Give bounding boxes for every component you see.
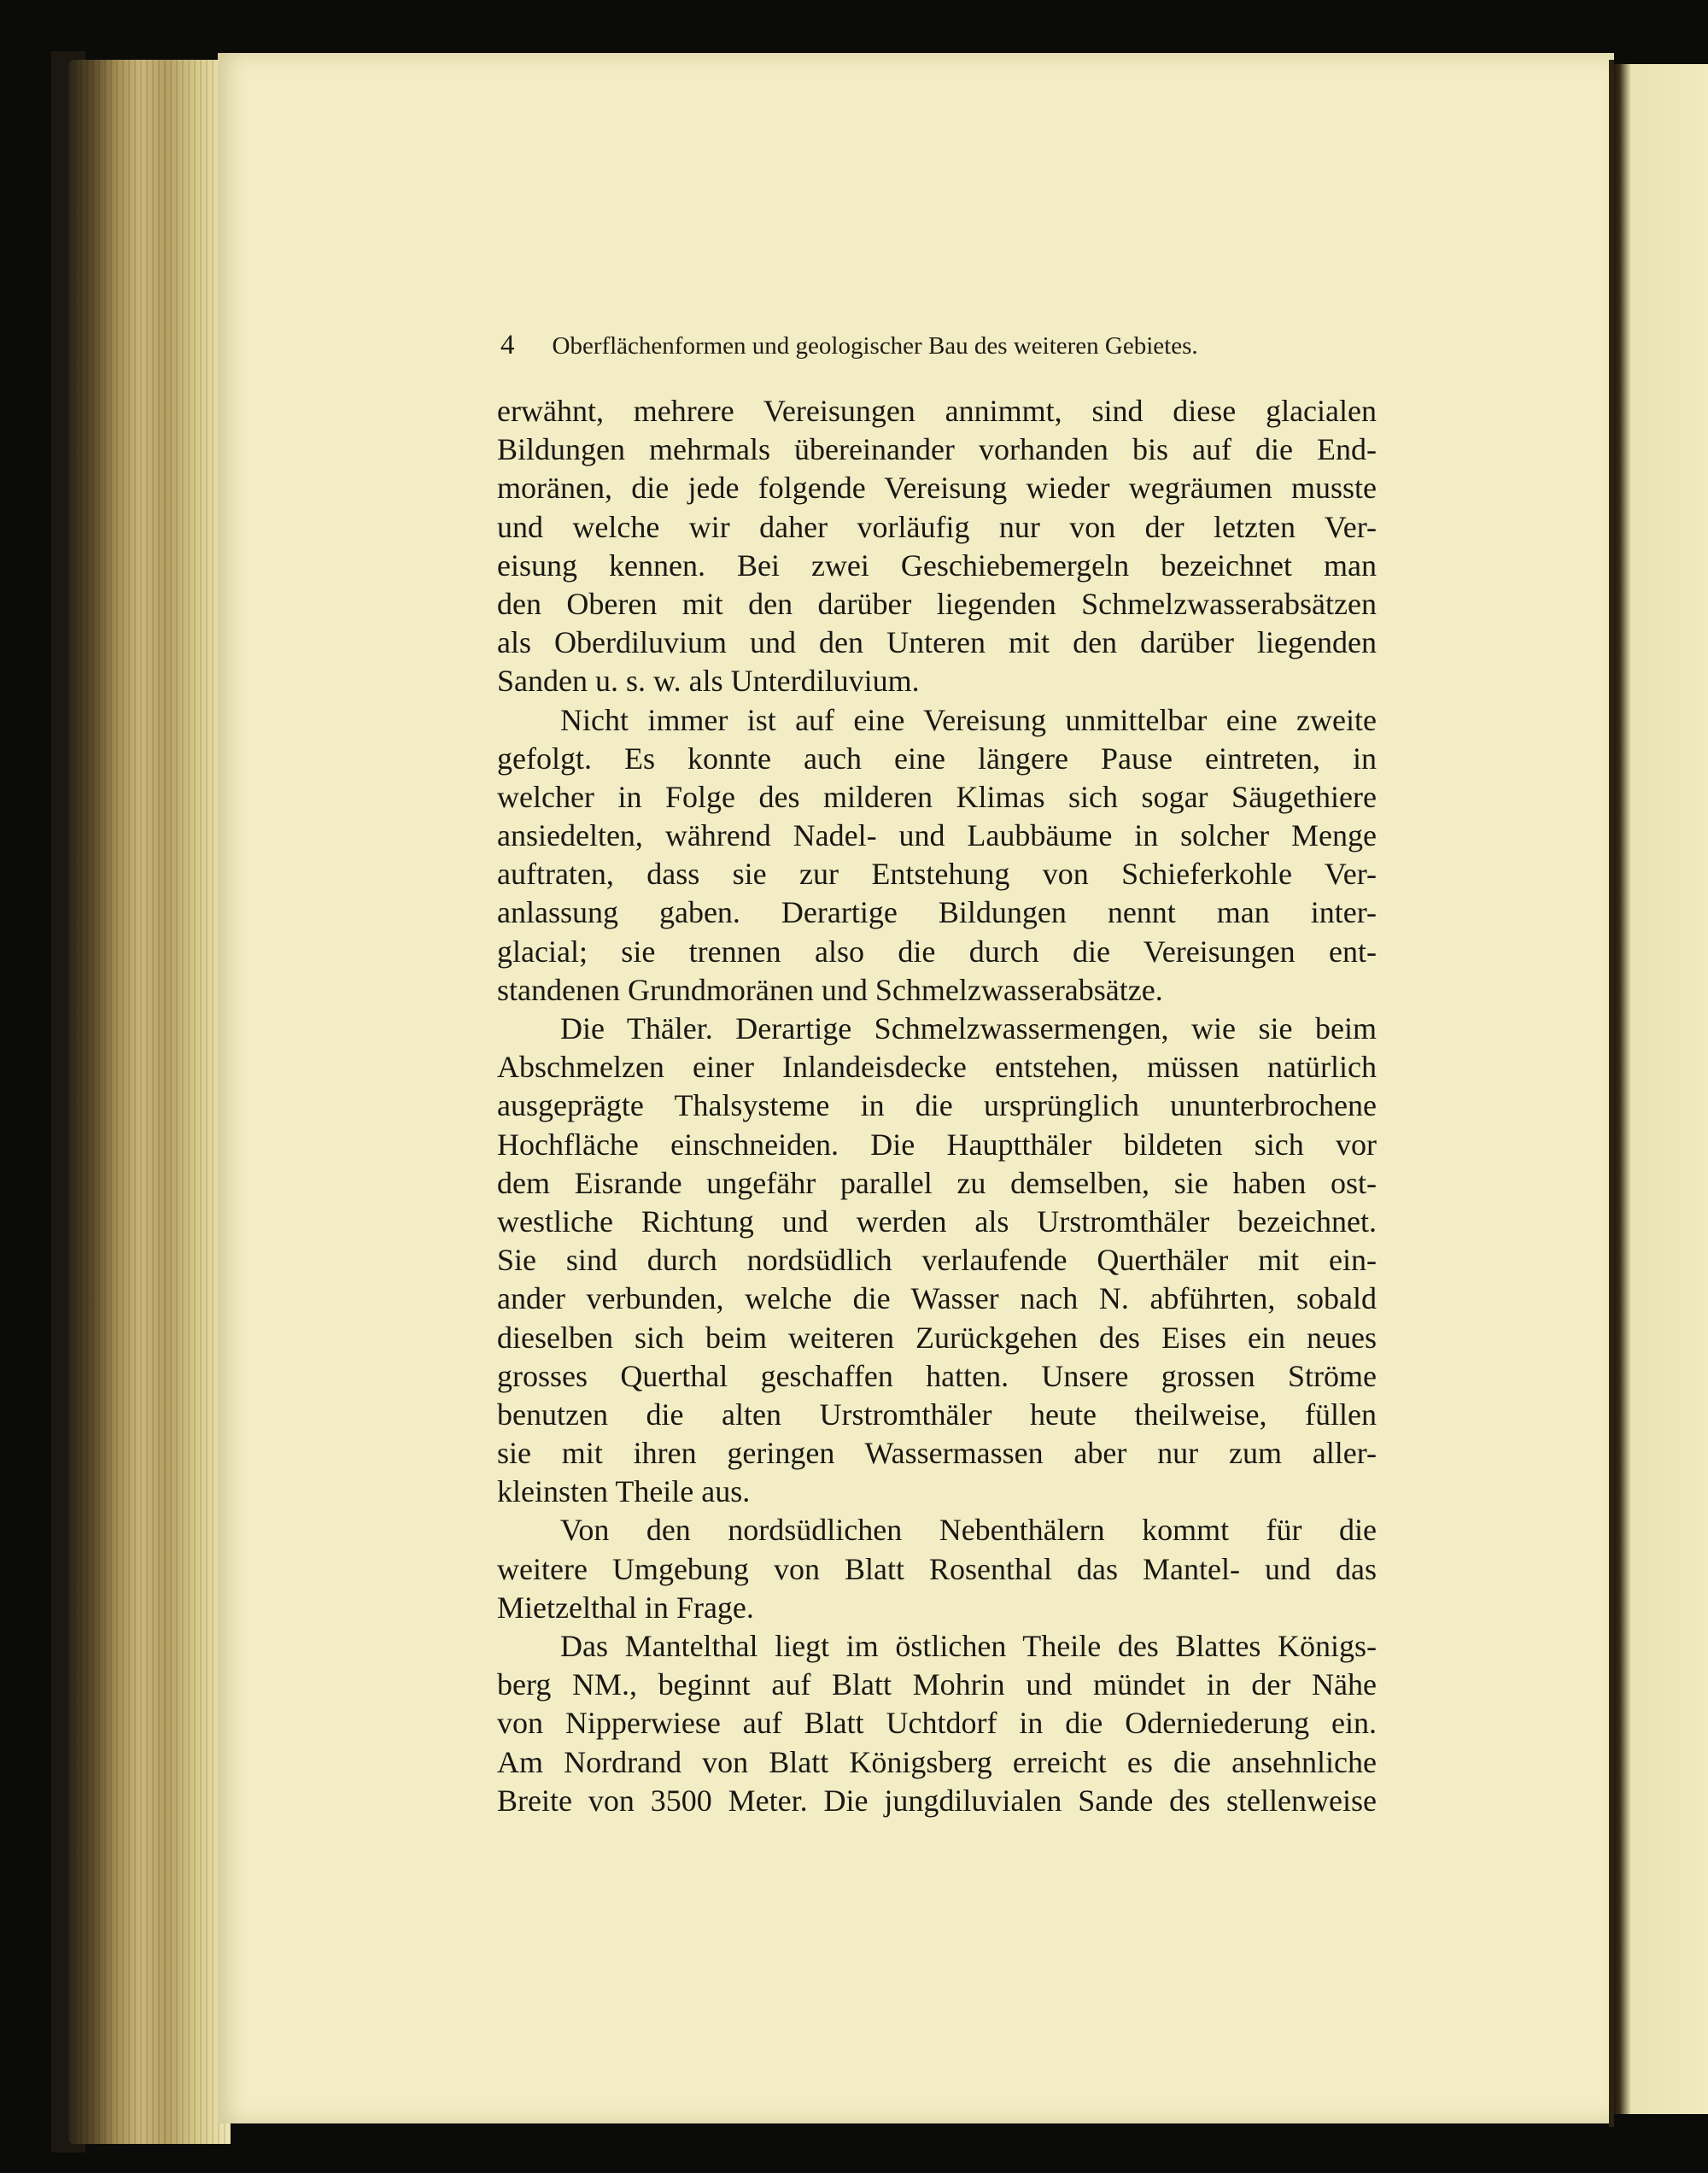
text-line: Das Mantelthal liegt im östlichen Theile des Blattes Königs- bbox=[560, 1629, 1377, 1663]
text-line: ander verbunden, welche die Wasser nach N. abführten, sobald bbox=[497, 1281, 1377, 1316]
text-line: auftraten, dass sie zur Entstehung von Schieferkohle Ver- bbox=[497, 857, 1377, 892]
page-edges bbox=[68, 60, 231, 2144]
text-line: Mietzelthal in Frage. bbox=[497, 1590, 754, 1625]
gutter bbox=[1609, 60, 1614, 2127]
text-line: berg NM., beginnt auf Blatt Mohrin und mündet in der Nähe bbox=[497, 1667, 1377, 1702]
running-head bbox=[500, 330, 1380, 374]
text-line: Von den nordsüdlichen Nebenthälern kommt für die bbox=[560, 1513, 1377, 1548]
text-line: weitere Umgebung von Blatt Rosenthal das Mantel- und das bbox=[497, 1551, 1377, 1586]
text-line: moränen, die jede folgende Vereisung wieder wegräumen musste bbox=[497, 471, 1377, 506]
text-line: dieselben sich beim weiteren Zurückgehen des Eises ein neues bbox=[497, 1320, 1377, 1355]
text-line: und welche wir daher vorläufig nur von der letzten Ver- bbox=[497, 509, 1377, 544]
text-line: westliche Richtung und werden als Urstromthäler bezeichnet. bbox=[497, 1204, 1377, 1239]
page-number: 4 bbox=[500, 330, 515, 360]
text-line: Breite von 3500 Meter. Die jungdiluvialen Sande des stellenweise bbox=[497, 1783, 1377, 1818]
facing-page-edge bbox=[1614, 64, 1708, 2114]
text-line: welcher in Folge des milderen Klimas sich sogar Säugethiere bbox=[497, 779, 1377, 814]
text-line: Hochfläche einschneiden. Die Hauptthäler bildeten sich vor bbox=[497, 1127, 1377, 1162]
text-line: dem Eisrande ungefähr parallel zu demselben, sie haben ost- bbox=[497, 1165, 1377, 1200]
text-line: Am Nordrand von Blatt Königsberg erreicht es die ansehnliche bbox=[497, 1744, 1377, 1779]
text-line: den Oberen mit den darüber liegenden Schmelzwasserabsätzen bbox=[497, 586, 1377, 621]
text-line: ausgeprägte Thalsysteme in die ursprünglich ununterbrochene bbox=[497, 1088, 1377, 1123]
text-line: anlassung gaben. Derartige Bildungen nennt man inter- bbox=[497, 895, 1377, 930]
paragraph bbox=[497, 701, 1377, 1010]
text-line: Bildungen mehrmals übereinander vorhanden bis auf die End- bbox=[497, 432, 1377, 467]
text-line: kleinsten Theile aus. bbox=[497, 1474, 751, 1509]
text-line: gefolgt. Es konnte auch eine längere Pause eintreten, in bbox=[497, 741, 1377, 776]
text-line: grosses Querthal geschaffen hatten. Unsere grossen Ströme bbox=[497, 1358, 1377, 1393]
text-line: Nicht immer ist auf eine Vereisung unmittelbar eine zweite bbox=[560, 702, 1377, 737]
paragraph bbox=[497, 1010, 1377, 1511]
text-line: Die Thäler. Derartige Schmelzwassermengen, wie sie beim bbox=[560, 1011, 1377, 1046]
text-line: als Oberdiluvium und den Unteren mit den darüber liegenden bbox=[497, 625, 1377, 660]
text-line: benutzen die alten Urstromthäler heute theilweise, füllen bbox=[497, 1397, 1377, 1432]
paragraph bbox=[497, 392, 1377, 701]
running-head-title: Oberflächenformen und geologischer Bau des weiteren Gebietes. bbox=[552, 332, 1198, 360]
text-line: ansiedelten, während Nadel- und Laubbäume in solcher Menge bbox=[497, 818, 1377, 853]
body-text bbox=[497, 392, 1377, 1820]
text-line: sie mit ihren geringen Wassermassen aber nur zum aller- bbox=[497, 1436, 1377, 1471]
text-line: Abschmelzen einer Inlandeisdecke entstehen, müssen natürlich bbox=[497, 1050, 1377, 1085]
text-line: standenen Grundmoränen und Schmelzwasserabsätze. bbox=[497, 972, 1163, 1007]
text-line: glacial; sie trennen also die durch die Vereisungen ent- bbox=[497, 934, 1377, 969]
text-line: erwähnt, mehrere Vereisungen annimmt, sind diese glacialen bbox=[497, 394, 1377, 428]
text-line: von Nipperwiese auf Blatt Uchtdorf in die Oderniederung ein. bbox=[497, 1706, 1377, 1741]
text-line: eisung kennen. Bei zwei Geschiebemergeln bezeichnet man bbox=[497, 548, 1377, 583]
paragraph bbox=[497, 1627, 1377, 1820]
text-line: Sie sind durch nordsüdlich verlaufende Querthäler mit ein- bbox=[497, 1243, 1377, 1278]
text-line: Sanden u. s. w. als Unterdiluvium. bbox=[497, 664, 920, 699]
paragraph bbox=[497, 1511, 1377, 1627]
